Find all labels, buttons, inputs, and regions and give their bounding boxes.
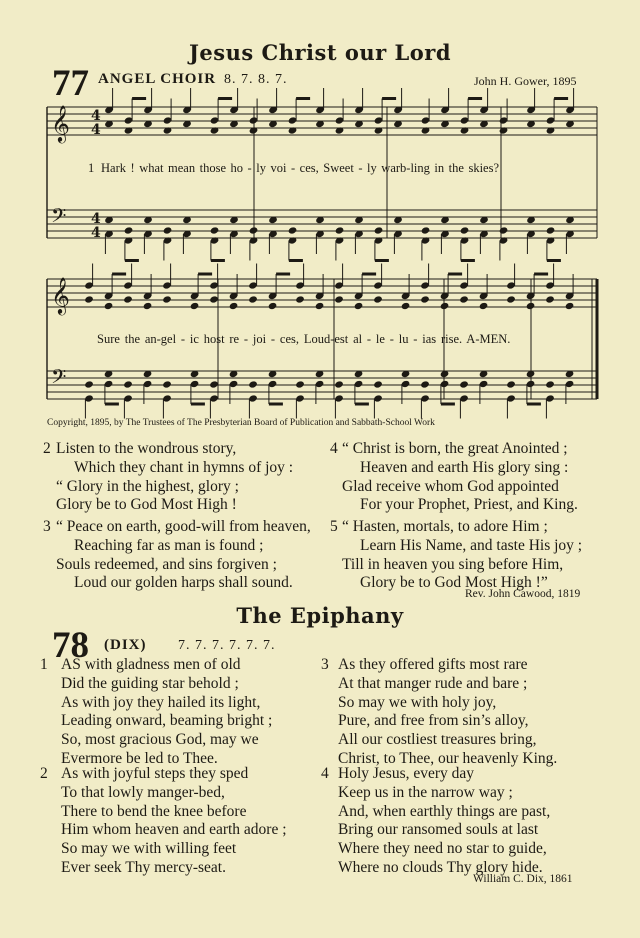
- meter-78: 7. 7. 7. 7. 7. 7.: [178, 638, 276, 653]
- note-head: [526, 302, 536, 310]
- underlay-line-2: Sure the an-gel - ic host re - joi - ces, Loud-est al - le - lu - ias rise. A-MEN.: [97, 332, 511, 346]
- verse-78-4: [338, 765, 550, 878]
- note-head: [84, 295, 94, 303]
- verse-line: Where no clouds Thy glory hide.: [338, 858, 543, 876]
- composer-77: John H. Gower, 1895: [474, 74, 577, 88]
- verse-line: Him whom heaven and earth adore ;: [61, 821, 287, 839]
- verse-77-2: [56, 440, 293, 515]
- verse-line: Holy Jesus, every day: [338, 765, 475, 782]
- note-head: [334, 380, 344, 388]
- tune-name-angel-choir: ANGEL CHOIR: [98, 71, 217, 87]
- hymn-number-78: 78: [52, 625, 89, 666]
- note-head: [401, 302, 411, 310]
- note-head: [420, 380, 430, 388]
- author-77: Rev. John Cawood, 1819: [465, 588, 581, 600]
- note-head: [209, 380, 219, 388]
- verse-line: Christ, to Thee, our heavenly King.: [338, 749, 558, 767]
- verse-77-4: [342, 440, 578, 515]
- music-score: [0, 0, 640, 420]
- time-signature: 4: [91, 108, 101, 124]
- treble-clef: 𝄞: [51, 104, 70, 142]
- underlay-number: 1: [88, 161, 95, 175]
- verse-number: 3: [43, 518, 51, 535]
- verse-line: Loud our golden harps shall sound.: [74, 574, 293, 592]
- verse-line: There to bend the knee before: [61, 802, 247, 820]
- note-head: [143, 302, 153, 310]
- note-head: [124, 226, 134, 234]
- verse-line: For your Prophet, Priest, and King.: [360, 496, 578, 514]
- section-title-epiphany: The Epiphany: [236, 603, 404, 628]
- note-head: [374, 226, 384, 234]
- verse-line: Ever seek Thy mercy-seat.: [61, 858, 226, 876]
- underlay-line-1: Hark ! what mean those ho - ly voi - ces, Sweet - ly warb-ling in the skies?: [101, 161, 500, 175]
- note-head: [210, 226, 220, 234]
- verse-line: As with joyful steps they sped: [61, 765, 249, 782]
- verse-number: 2: [40, 765, 48, 782]
- time-signature: 4: [91, 122, 101, 138]
- verse-line: So, most gracious God, may we: [61, 731, 259, 749]
- copyright-notice: Copyright, 1895, by The Trustees of The Presbyterian Board of Publication and Sabbath-School Work: [47, 418, 435, 428]
- tune-name-dix: (DIX): [104, 637, 147, 653]
- note-head: [163, 226, 173, 234]
- verse-line: AS with gladness men of old: [61, 656, 241, 673]
- note-head: [190, 302, 200, 310]
- note-head: [295, 380, 305, 388]
- verse-line: Glory be to God Most High !: [56, 496, 237, 514]
- note-head: [545, 380, 555, 388]
- note-head: [565, 302, 575, 310]
- note-head: [354, 302, 364, 310]
- time-signature: 4: [91, 211, 101, 227]
- verse-line: Learn His Name, and taste His joy ;: [360, 536, 583, 554]
- note-head: [315, 302, 325, 310]
- note-head: [373, 295, 383, 303]
- note-head: [506, 295, 516, 303]
- verse-line: Listen to the wondrous story,: [56, 440, 237, 457]
- verse-line: Till in heaven you sing before Him,: [342, 555, 564, 573]
- verse-line: Keep us in the narrow way ;: [338, 783, 513, 801]
- verse-line: At that manger rude and bare ;: [338, 674, 528, 692]
- verse-line: Pure, and free from sin’s alloy,: [338, 712, 529, 730]
- verse-line: Heaven and earth His glory sing :: [360, 458, 569, 476]
- verse-78-3: [338, 656, 557, 769]
- verse-line: “ Christ is born, the great Anointed ;: [342, 440, 568, 457]
- verse-number: 3: [321, 656, 329, 673]
- verse-line: “ Glory in the highest, glory ;: [56, 477, 239, 495]
- verse-77-3: [56, 518, 311, 593]
- note-head: [499, 226, 509, 234]
- verse-line: So may we with holy joy,: [338, 693, 497, 711]
- verse-line: Souls redeemed, and sins forgiven ;: [56, 555, 277, 573]
- verse-line: Evermore be led to Thee.: [61, 749, 218, 767]
- verse-line: And, when earthly things are past,: [338, 802, 551, 820]
- note-head: [479, 302, 489, 310]
- note-head: [104, 302, 114, 310]
- time-signature: 4: [91, 225, 101, 241]
- verse-line: Glad receive whom God appointed: [342, 477, 559, 495]
- verse-77-5: [342, 518, 582, 593]
- verse-78-1: [61, 656, 272, 769]
- verse-number: 2: [43, 440, 51, 457]
- note-head: [84, 380, 94, 388]
- note-head: [288, 226, 298, 234]
- bass-clef: 𝄢: [51, 204, 67, 232]
- note-head: [440, 302, 450, 310]
- note-head: [162, 380, 172, 388]
- verse-78-2: [61, 765, 287, 878]
- verse-number: 1: [40, 656, 48, 673]
- verse-line: So may we with willing feet: [61, 840, 237, 858]
- note-head: [209, 295, 219, 303]
- verse-line: “ Peace on earth, good-will from heaven,: [56, 518, 311, 535]
- verse-line: All our costliest treasures bring,: [338, 731, 537, 749]
- note-head: [123, 295, 133, 303]
- verse-line: Did the guiding star behold ;: [61, 674, 239, 692]
- note-head: [248, 295, 258, 303]
- hymn-number-77: 77: [52, 63, 89, 104]
- meter-77: 8. 7. 8. 7.: [224, 72, 288, 87]
- verse-line: Glory be to God Most High !”: [360, 574, 548, 592]
- verse-number: 4: [321, 765, 329, 782]
- note-head: [545, 295, 555, 303]
- verse-line: “ Hasten, mortals, to adore Him ;: [342, 518, 548, 535]
- note-head: [506, 380, 516, 388]
- verse-line: Bring our ransomed souls at last: [338, 821, 539, 839]
- note-head: [373, 380, 383, 388]
- note-head: [295, 295, 305, 303]
- verse-line: As they offered gifts most rare: [338, 656, 528, 673]
- note-head: [546, 226, 556, 234]
- note-head: [335, 226, 345, 234]
- verse-line: Where they need no star to guide,: [338, 840, 547, 858]
- note-head: [123, 380, 133, 388]
- section-title-christ: Jesus Christ our Lord: [188, 40, 452, 65]
- verse-number: 5: [330, 518, 338, 535]
- note-head: [268, 302, 278, 310]
- treble-clef: 𝄞: [51, 276, 70, 314]
- note-head: [162, 295, 172, 303]
- note-head: [334, 295, 344, 303]
- note-head: [248, 380, 258, 388]
- verse-line: To that lowly manger-bed,: [61, 783, 225, 801]
- author-78: William C. Dix, 1861: [473, 873, 573, 885]
- verse-number: 4: [330, 440, 338, 457]
- note-head: [459, 380, 469, 388]
- note-head: [421, 226, 431, 234]
- bass-clef: 𝄢: [51, 365, 67, 393]
- note-head: [459, 295, 469, 303]
- verse-line: As with joy they hailed its light,: [61, 693, 261, 711]
- verse-line: Which they chant in hymns of joy :: [74, 458, 294, 476]
- note-head: [229, 302, 239, 310]
- note-head: [420, 295, 430, 303]
- note-head: [460, 226, 470, 234]
- verse-line: Reaching far as man is found ;: [74, 536, 264, 554]
- verse-line: Leading onward, beaming bright ;: [61, 712, 273, 730]
- note-head: [249, 226, 259, 234]
